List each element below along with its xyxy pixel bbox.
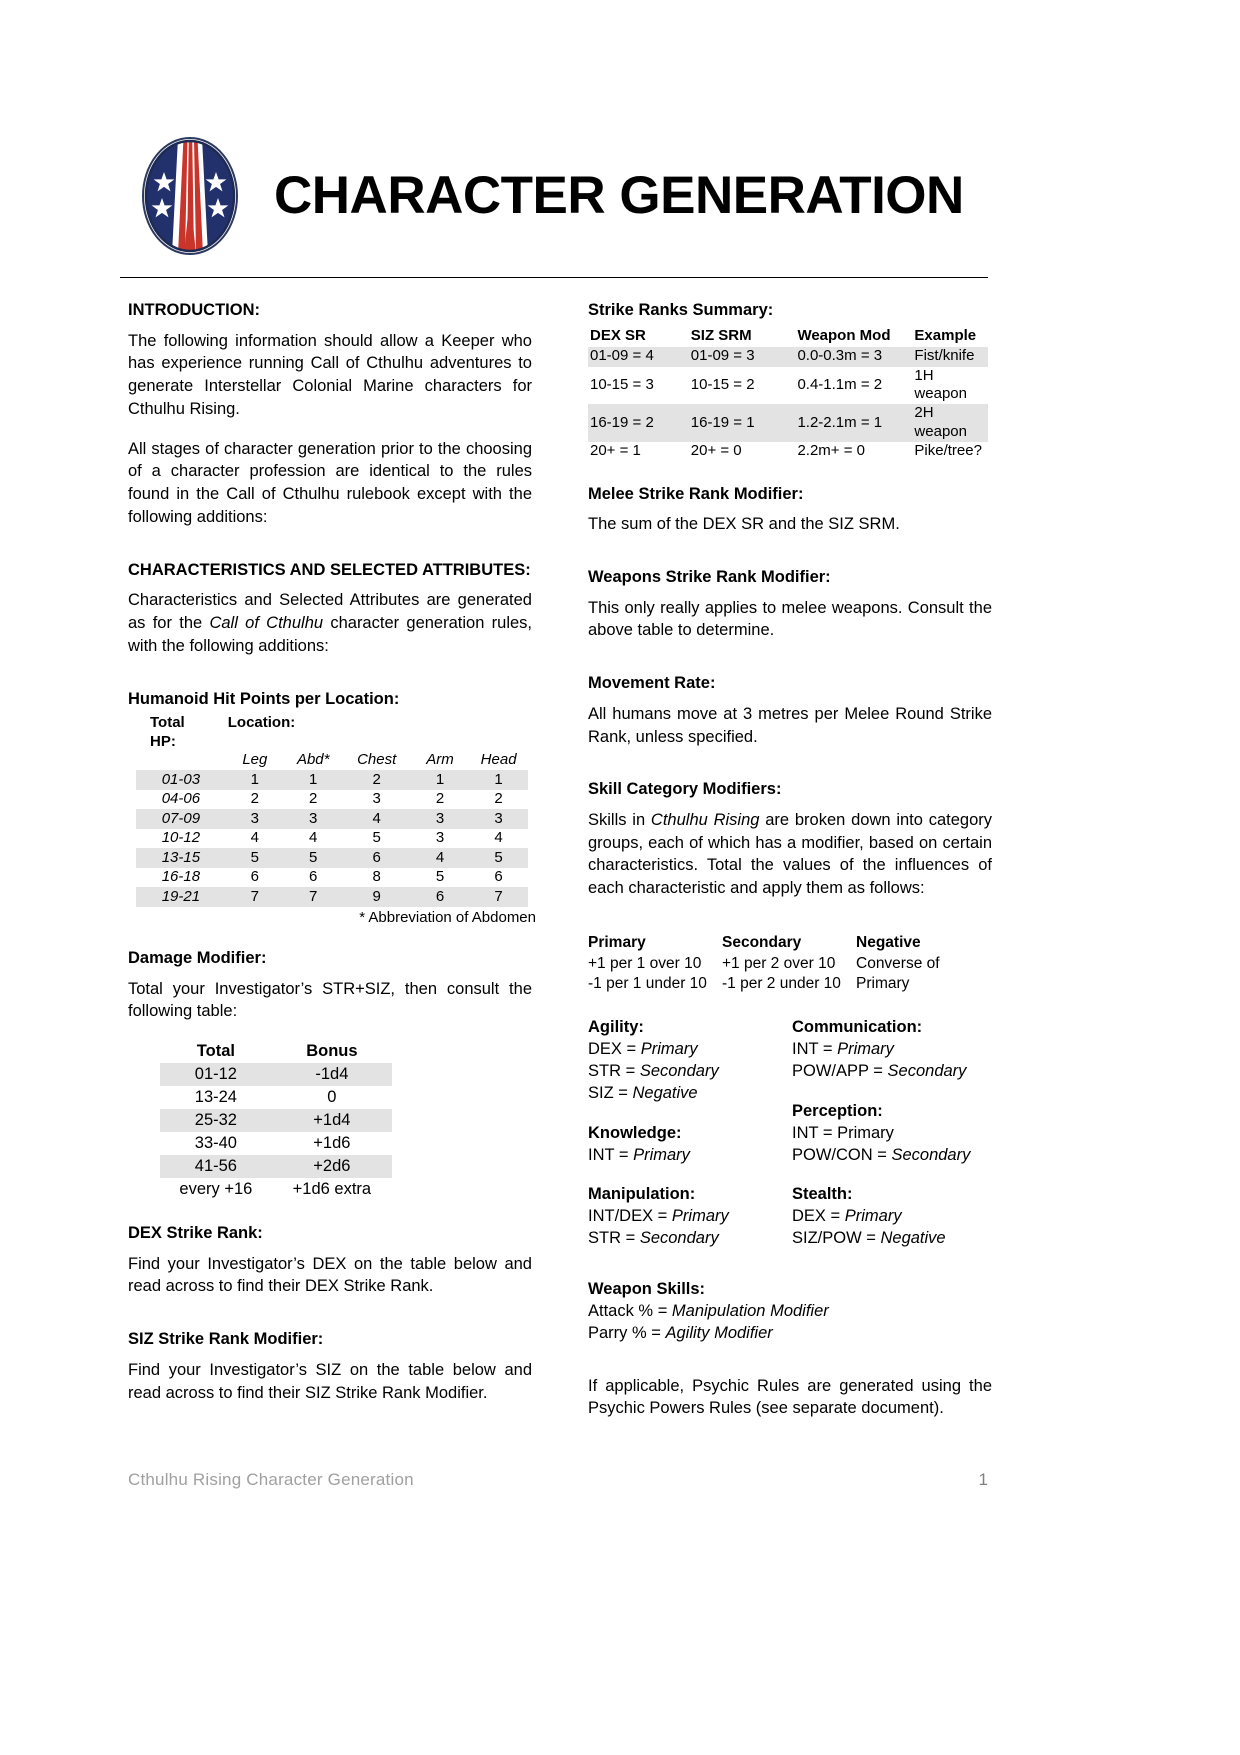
table-row bbox=[160, 1063, 392, 1086]
skill-category-name: Communication: bbox=[792, 1017, 923, 1036]
heading-skill-category-modifiers: Skill Category Modifiers: bbox=[588, 780, 782, 799]
damage-total-cell: 13-24 bbox=[194, 1087, 237, 1106]
skill-value: Secondary bbox=[887, 1061, 967, 1080]
melee-srm-paragraph: The sum of the DEX SR and the SIZ SRM. bbox=[588, 515, 900, 534]
hp-cell: 3 bbox=[226, 809, 284, 829]
skill-value: Negative bbox=[880, 1229, 946, 1248]
skill-cat-text-a: Skills in bbox=[588, 810, 651, 829]
sr-cell-weapon: 0.4-1.1m = 2 bbox=[797, 376, 883, 393]
hp-cell: 1 bbox=[226, 770, 284, 790]
hp-cell: 5 bbox=[226, 848, 284, 868]
hp-cell: 9 bbox=[343, 887, 411, 907]
intro-paragraph-2: All stages of character generation prior to the choosing of a character profession are identical to the rules found in the Call of Cthulhu rulebook except with the following additions: bbox=[128, 439, 532, 526]
sr-col-dex: DEX SR bbox=[590, 326, 646, 344]
sr-col-weapon-mod: Weapon Mod bbox=[797, 326, 891, 344]
skill-value: Negative bbox=[632, 1083, 698, 1102]
skill-category-agility bbox=[588, 1017, 788, 1105]
skill-category-communication bbox=[792, 1017, 992, 1083]
sr-cell-weapon: 0.0-0.3m = 3 bbox=[797, 347, 914, 367]
hp-cell: 3 bbox=[284, 809, 343, 829]
hp-cell: 4 bbox=[343, 809, 411, 829]
sr-cell-weapon: 2.2m+ = 0 bbox=[797, 442, 865, 460]
skill-category-paragraph bbox=[588, 809, 992, 900]
skill-value: Primary bbox=[837, 1039, 894, 1058]
heading-strike-ranks-summary: Strike Ranks Summary: bbox=[588, 301, 774, 319]
skill-category-perception bbox=[792, 1101, 992, 1167]
skill-line bbox=[588, 1206, 788, 1228]
skill-value: Primary bbox=[671, 1207, 729, 1226]
heading-weapons-strike-rank-modifier: Weapons Strike Rank Modifier: bbox=[588, 568, 831, 587]
table-row bbox=[136, 887, 528, 907]
weapons-srm-paragraph: This only really applies to melee weapons. Consult the above table to determine. bbox=[588, 598, 992, 640]
hp-cell: 8 bbox=[372, 868, 381, 886]
heading-introduction: INTRODUCTION: bbox=[128, 301, 260, 319]
skill-attr: Parry % = bbox=[588, 1323, 666, 1342]
hp-row-range: 01-03 bbox=[136, 770, 226, 790]
skill-attr: INT = bbox=[588, 1145, 634, 1164]
dex-strike-rank-paragraph: Find your Investigator’s DEX on the table below and read across to find their DEX Strike Rank. bbox=[128, 1254, 532, 1296]
damage-total-cell: 01-12 bbox=[160, 1063, 272, 1086]
characteristics-text-a: Characteristics and Selected Attributes are generated as for the bbox=[128, 591, 532, 633]
modifier-line: -1 per 2 under 10 bbox=[722, 975, 841, 993]
table-subheader-row bbox=[136, 751, 528, 771]
hp-col-abd: Abd* bbox=[296, 751, 330, 769]
characteristics-text-b: character generation rules, with the following additions: bbox=[128, 614, 532, 655]
skill-category-stealth bbox=[792, 1184, 992, 1250]
damage-modifier-table bbox=[160, 1040, 392, 1201]
table-row bbox=[136, 829, 528, 849]
sr-col-example: Example bbox=[914, 326, 977, 344]
sr-cell-dex: 20+ = 1 bbox=[590, 442, 641, 460]
modifier-line: Converse of bbox=[856, 954, 940, 972]
modifier-line: Primary bbox=[856, 975, 910, 993]
skill-cat-text-b: are broken down into category groups, each of which has a modifier, based on certain characteristics. Total the values of the influences of each characteristic and apply them as follows: bbox=[588, 810, 992, 898]
hp-cell: 3 bbox=[411, 809, 469, 829]
hp-cell: 3 bbox=[372, 790, 381, 808]
table-header-row bbox=[588, 326, 988, 347]
page-title: CHARACTER GENERATION bbox=[274, 166, 964, 225]
sr-cell-siz: 10-15 = 2 bbox=[690, 376, 755, 393]
modifier-line: +1 per 2 over 10 bbox=[722, 954, 836, 972]
table-row bbox=[160, 1178, 392, 1201]
damage-bonus-cell: +1d4 bbox=[272, 1109, 392, 1132]
hp-total-line2: HP: bbox=[150, 732, 176, 750]
hp-cell: 7 bbox=[226, 887, 284, 907]
hp-col-chest: Chest bbox=[357, 751, 397, 769]
sr-cell-example: Pike/tree? bbox=[914, 442, 982, 460]
skill-line bbox=[792, 1228, 992, 1250]
damage-col-total: Total bbox=[196, 1041, 235, 1060]
hp-row-range: 07-09 bbox=[136, 809, 226, 829]
sr-cell-example: 2H weapon bbox=[914, 404, 988, 442]
skill-attr: POW/APP = bbox=[792, 1061, 888, 1080]
sr-cell-example: 1H weapon bbox=[914, 366, 967, 403]
modifier-title: Primary bbox=[588, 934, 646, 952]
skill-categories-left bbox=[588, 1017, 788, 1268]
skill-attr: DEX = bbox=[588, 1039, 641, 1058]
hp-row-range: 19-21 bbox=[136, 887, 226, 907]
hp-cell: 7 bbox=[284, 887, 343, 907]
heading-humanoid-hit-points: Humanoid Hit Points per Location: bbox=[128, 689, 400, 708]
hp-cell: 1 bbox=[411, 770, 469, 790]
heading-dex-strike-rank: DEX Strike Rank: bbox=[128, 1224, 263, 1243]
table-row bbox=[588, 347, 988, 367]
strike-ranks-table bbox=[588, 326, 988, 462]
hp-location-header: Location: bbox=[227, 714, 296, 732]
modifier-column-secondary bbox=[722, 933, 856, 995]
damage-total-cell: every +16 bbox=[179, 1179, 253, 1198]
hp-cell: 5 bbox=[284, 848, 343, 868]
characteristics-emphasis: Call of Cthulhu bbox=[209, 614, 324, 633]
movement-paragraph: All humans move at 3 metres per Melee Round Strike Rank, unless specified. bbox=[588, 704, 992, 746]
skill-category-name: Knowledge: bbox=[588, 1123, 682, 1142]
skill-cat-emphasis: Cthulhu Rising bbox=[650, 810, 760, 829]
modifier-line: -1 per 1 under 10 bbox=[588, 975, 707, 993]
left-column bbox=[128, 300, 536, 1404]
skill-attr: Attack % = bbox=[588, 1301, 672, 1320]
damage-total-cell: 33-40 bbox=[194, 1133, 237, 1152]
hp-cell: 2 bbox=[309, 790, 318, 808]
skill-line bbox=[588, 1323, 992, 1345]
hp-cell: 5 bbox=[469, 848, 528, 868]
hp-cell: 6 bbox=[343, 848, 411, 868]
table-row bbox=[160, 1109, 392, 1132]
skill-line bbox=[588, 1061, 788, 1083]
heading-movement-rate: Movement Rate: bbox=[588, 674, 716, 693]
damage-bonus-cell: +2d6 bbox=[272, 1155, 392, 1178]
hp-cell: 5 bbox=[435, 868, 445, 886]
table-row bbox=[160, 1086, 392, 1109]
modifier-line: +1 per 1 over 10 bbox=[588, 954, 702, 972]
hp-table-footnote: * Abbreviation of Abdomen bbox=[359, 908, 536, 926]
hp-col-arm: Arm bbox=[426, 751, 454, 769]
page-footer bbox=[128, 1470, 988, 1490]
sr-cell-siz: 01-09 = 3 bbox=[691, 347, 798, 367]
psychic-rules-paragraph: If applicable, Psychic Rules are generated using the Psychic Powers Rules (see separate document). bbox=[588, 1376, 992, 1418]
hp-cell: 4 bbox=[494, 829, 503, 847]
skill-line bbox=[588, 1301, 992, 1323]
skill-categories-grid bbox=[588, 1017, 992, 1279]
table-row bbox=[160, 1155, 392, 1178]
table-row bbox=[136, 848, 528, 868]
modifier-title: Negative bbox=[856, 934, 921, 952]
hp-cell: 4 bbox=[309, 829, 318, 847]
skill-value: Agility Modifier bbox=[665, 1323, 773, 1342]
hp-col-leg: Leg bbox=[242, 751, 268, 769]
modifier-column-primary bbox=[588, 933, 722, 995]
skill-category-name: Agility: bbox=[588, 1017, 644, 1036]
hp-row-range: 04-06 bbox=[161, 790, 201, 808]
damage-bonus-cell: +1d6 bbox=[313, 1133, 351, 1152]
hp-cell: 6 bbox=[411, 887, 469, 907]
skill-attr: SIZ/POW = bbox=[792, 1229, 881, 1248]
sr-cell-weapon: 1.2-2.1m = 1 bbox=[797, 404, 914, 442]
skill-category-name: Weapon Skills: bbox=[588, 1279, 706, 1298]
skill-line bbox=[792, 1061, 992, 1083]
skill-line bbox=[588, 1228, 788, 1250]
hp-cell: 3 bbox=[435, 829, 445, 847]
skill-category-weapon-skills bbox=[588, 1279, 992, 1345]
right-column bbox=[588, 300, 992, 1420]
sr-cell-example: Fist/knife bbox=[914, 347, 988, 367]
hp-cell: 2 bbox=[250, 790, 260, 808]
skill-line bbox=[588, 1039, 788, 1061]
table-row bbox=[588, 404, 988, 442]
hp-cell: 1 bbox=[469, 770, 528, 790]
hp-cell: 6 bbox=[494, 868, 503, 886]
table-header-row bbox=[160, 1040, 392, 1063]
hp-total-line1: Total bbox=[150, 714, 185, 732]
table-row bbox=[588, 442, 988, 462]
siz-strike-rank-paragraph: Find your Investigator’s SIZ on the table below and read across to find their SIZ Strike Rank Modifier. bbox=[128, 1360, 532, 1402]
sr-cell-dex: 01-09 = 4 bbox=[588, 347, 691, 367]
sr-col-siz: SIZ SRM bbox=[690, 326, 752, 344]
sr-cell-dex: 10-15 = 3 bbox=[590, 376, 654, 393]
hp-cell: 2 bbox=[435, 790, 445, 808]
skill-category-name: Perception: bbox=[792, 1101, 883, 1120]
skill-line bbox=[792, 1206, 992, 1228]
skill-line bbox=[588, 1083, 788, 1105]
skill-value: Secondary bbox=[639, 1229, 719, 1248]
skill-attr: INT = bbox=[792, 1039, 838, 1058]
hit-points-table bbox=[136, 714, 528, 907]
table-header-row bbox=[136, 714, 528, 751]
footer-page-number: 1 bbox=[978, 1470, 988, 1489]
heading-damage-modifier: Damage Modifier: bbox=[128, 948, 267, 967]
hp-cell: 5 bbox=[372, 829, 381, 847]
damage-total-cell: 41-56 bbox=[160, 1155, 272, 1178]
skill-value: Secondary bbox=[639, 1061, 719, 1080]
hp-cell: 2 bbox=[343, 770, 411, 790]
document-header bbox=[120, 118, 988, 273]
skill-line bbox=[792, 1039, 992, 1061]
modifier-grid bbox=[588, 933, 992, 995]
hp-cell: 6 bbox=[250, 868, 260, 886]
damage-bonus-cell: +1d6 extra bbox=[292, 1179, 372, 1198]
skill-attr: POW/CON = bbox=[792, 1145, 892, 1164]
damage-total-cell: 25-32 bbox=[160, 1109, 272, 1132]
skill-category-knowledge bbox=[588, 1123, 788, 1167]
hp-col-head: Head bbox=[480, 751, 517, 769]
skill-value: Manipulation Modifier bbox=[671, 1301, 829, 1320]
damage-bonus-cell: 0 bbox=[327, 1087, 337, 1106]
table-row bbox=[588, 367, 988, 405]
hp-cell: 4 bbox=[250, 829, 260, 847]
skill-value: Primary bbox=[844, 1207, 902, 1226]
intro-paragraph-1: The following information should allow a Keeper who has experience running Call of Cthulhu adventures to generate Interstellar Colonial Marine characters for Cthulhu Rising. bbox=[128, 331, 532, 418]
skill-value: Primary bbox=[633, 1145, 690, 1164]
hp-cell: 7 bbox=[469, 887, 528, 907]
damage-bonus-cell: -1d4 bbox=[272, 1063, 392, 1086]
table-row bbox=[136, 868, 528, 888]
hp-row-range: 13-15 bbox=[136, 848, 226, 868]
skill-attr: STR = bbox=[588, 1229, 640, 1248]
damage-col-bonus: Bonus bbox=[306, 1041, 358, 1060]
skill-attr: STR = bbox=[588, 1061, 640, 1080]
modifier-column-negative bbox=[856, 933, 990, 995]
hp-total-header bbox=[136, 714, 226, 751]
skill-attr: SIZ = bbox=[588, 1083, 633, 1102]
sr-cell-siz: 20+ = 0 bbox=[690, 442, 742, 460]
skill-line bbox=[792, 1123, 992, 1145]
heading-siz-strike-rank-modifier: SIZ Strike Rank Modifier: bbox=[128, 1330, 324, 1349]
damage-paragraph: Total your Investigator’s STR+SIZ, then consult the following table: bbox=[128, 979, 532, 1021]
skill-line bbox=[792, 1145, 992, 1167]
hit-points-table-wrapper bbox=[128, 714, 536, 926]
skill-value: Secondary bbox=[891, 1145, 971, 1164]
skill-value: Primary bbox=[640, 1039, 698, 1058]
table-row bbox=[136, 809, 528, 829]
sr-cell-siz: 16-19 = 1 bbox=[691, 404, 798, 442]
skill-category-manipulation bbox=[588, 1184, 788, 1250]
hp-cell: 6 bbox=[309, 868, 318, 886]
characteristics-paragraph bbox=[128, 589, 532, 657]
sr-cell-dex: 16-19 = 2 bbox=[588, 404, 691, 442]
hp-cell: 2 bbox=[494, 790, 503, 808]
table-row bbox=[136, 790, 528, 810]
cthulhu-rising-shield-logo-icon bbox=[128, 134, 252, 258]
footer-document-name: Cthulhu Rising Character Generation bbox=[128, 1470, 414, 1489]
hp-cell: 4 bbox=[411, 848, 469, 868]
skill-attr: DEX = bbox=[792, 1207, 845, 1226]
skill-categories-right bbox=[792, 1017, 992, 1268]
table-row bbox=[136, 770, 528, 790]
table-row bbox=[160, 1132, 392, 1155]
hp-cell: 3 bbox=[469, 809, 528, 829]
heading-characteristics: CHARACTERISTICS AND SELECTED ATTRIBUTES: bbox=[128, 560, 531, 579]
header-divider bbox=[120, 277, 988, 278]
skill-line bbox=[588, 1145, 788, 1167]
skill-attr: INT/DEX = bbox=[588, 1207, 672, 1226]
hp-row-range: 16-18 bbox=[161, 868, 201, 886]
modifier-title: Secondary bbox=[722, 934, 802, 952]
skill-category-name: Manipulation: bbox=[588, 1185, 696, 1204]
skill-attr: INT = Primary bbox=[792, 1123, 894, 1142]
heading-melee-strike-rank-modifier: Melee Strike Rank Modifier: bbox=[588, 484, 804, 503]
skill-category-name: Stealth: bbox=[792, 1185, 853, 1204]
hp-cell: 1 bbox=[284, 770, 343, 790]
hp-row-range: 10-12 bbox=[161, 829, 201, 847]
